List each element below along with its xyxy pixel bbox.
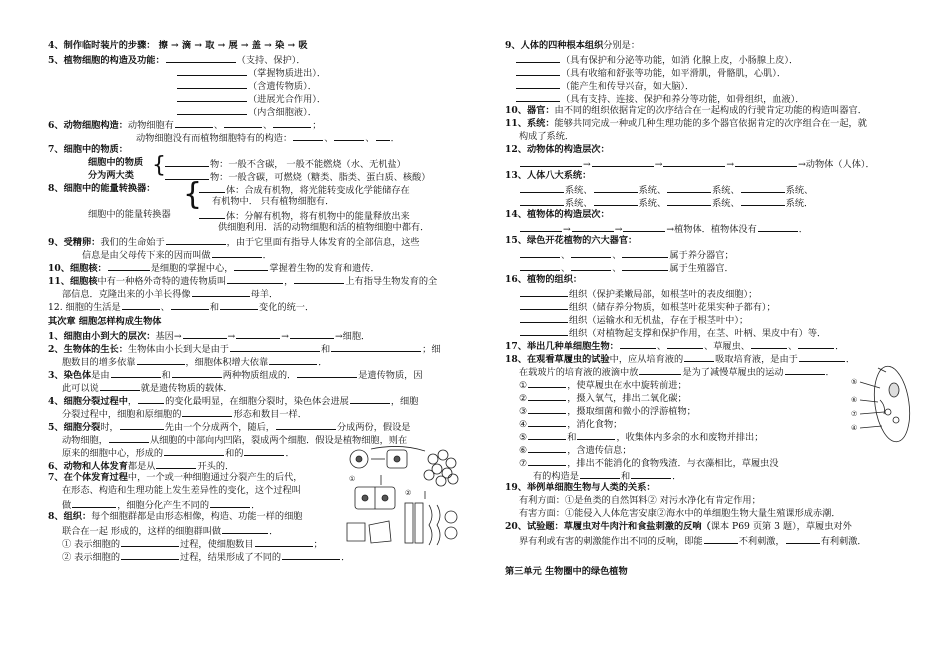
blank[interactable]: [122, 300, 160, 310]
blank[interactable]: [290, 329, 334, 339]
q7-line2: 物：一般含碳，可燃烧（糖类、脂类、蛋白质、核酸）: [164, 170, 431, 185]
c2-q8-line3: ① 表示细胞的 过程，使细胞数目 ；: [62, 539, 323, 550]
r-q18-l2: 在载玻片的培育液的液滴中放 是为了减慢草履虫的运动 ．: [519, 367, 835, 378]
blank[interactable]: [172, 368, 222, 378]
blank[interactable]: [735, 157, 797, 167]
blank[interactable]: [334, 131, 364, 141]
c2-q8-line2: 联合在一起 形成的，这样的细胞群叫做 ．: [62, 526, 279, 537]
c2-q8-line1: 8、组织：每个细胞群都是由形态相像，构造、功能一样的细胞: [48, 511, 303, 522]
c2-q7-line2: 在形态、构造和生理功能上发生差异性的变化，这个过程叫: [62, 485, 301, 496]
blank[interactable]: [667, 183, 711, 193]
r-q18-l3: 有的构造是 和 ．: [533, 471, 682, 482]
q8-line2: 有机物中． 只有植物细胞有．: [212, 196, 335, 207]
q6-line1: 6、动物细胞构造：动物细胞有 、 、 ；: [48, 120, 322, 131]
r-q18-l1: 18、在观看草履虫的试验中，应从培育液的 吸取培育液，是由于 ．: [505, 354, 856, 365]
r-q19: 19、举例单细胞生物与人类的关系：: [505, 482, 656, 493]
blank[interactable]: [269, 355, 317, 365]
q5-line4: （进展光合作用）．: [176, 92, 326, 107]
blank[interactable]: [528, 404, 566, 414]
c2-q7-line1: 7、在个体发育过程中，一个或一种细胞通过分裂产生的后代，: [48, 472, 303, 483]
q8-line1: 8、细胞中的能量转换器：: [48, 183, 156, 194]
q7-title: 7、细胞中的物质：: [48, 144, 128, 155]
q5-line1: 5、植物细胞的构造及功能： （支持、保护）．: [48, 55, 306, 66]
blank[interactable]: [350, 394, 390, 404]
chapter2-title: 其次章 细胞怎样构成生物体: [48, 316, 162, 327]
q9-line2: 信息是由父母传下来的因而叫做 ．: [82, 250, 272, 261]
q10: 10、细胞核： 是细胞的掌握中心， 掌握着生物的发育和遗传．: [48, 263, 380, 274]
blank[interactable]: [623, 222, 665, 232]
blank[interactable]: [639, 365, 681, 375]
blank[interactable]: [520, 183, 564, 193]
q7-label1: 细胞中的物质: [88, 157, 144, 168]
c2-q3-line2: 此可以说 就是遗传物质的载体．: [62, 383, 233, 394]
r-q9-l4: （具有支持、连接、保护和养分等功能，如骨组织，血液）．: [515, 92, 804, 107]
blank[interactable]: [177, 66, 247, 76]
blank[interactable]: [572, 222, 614, 232]
blank[interactable]: [177, 79, 247, 89]
blank[interactable]: [741, 196, 785, 206]
r-q18-i3: ③ ，摄取细菌和微小的浮游植物；: [519, 406, 696, 417]
blank[interactable]: [220, 300, 258, 310]
diagram-label-6: ⑥: [851, 396, 858, 404]
blank[interactable]: [294, 274, 344, 284]
blank[interactable]: [622, 261, 668, 271]
blank[interactable]: [786, 534, 820, 544]
r-q14-l1: → → →植物体．植物体没有 ．: [519, 222, 808, 237]
blank[interactable]: [516, 66, 560, 76]
blank[interactable]: [520, 313, 568, 323]
q6-line2: 动物细胞没有而植物细胞特有的构造： 、 、 ．: [136, 133, 400, 144]
blank[interactable]: [236, 329, 280, 339]
c2-q4-line1: 4、细胞分裂过程中， 的变化最明显，在细胞分裂时，染色体会进展 ，细胞: [48, 396, 419, 407]
blank[interactable]: [592, 157, 654, 167]
c2-q8-line4: ② 表示细胞的 过程，结果形成了不同的 ．: [62, 552, 351, 563]
r-q18-i6: ⑥ ，含遗传信息；: [519, 445, 632, 456]
blank[interactable]: [528, 443, 566, 453]
blank[interactable]: [516, 92, 560, 102]
q5-line5: （内含细胞液）．: [176, 105, 317, 120]
c2-q5-line3: 原来的细胞中心，形成的 和的 ．: [62, 448, 295, 459]
brace-icon: {: [152, 153, 166, 178]
blank[interactable]: [224, 118, 262, 128]
blank[interactable]: [177, 105, 247, 115]
blank[interactable]: [222, 524, 268, 534]
brace-icon: {: [183, 177, 203, 212]
blank[interactable]: [376, 131, 390, 141]
blank[interactable]: [520, 222, 562, 232]
blank[interactable]: [799, 352, 845, 362]
blank[interactable]: [109, 433, 149, 443]
blank[interactable]: [516, 79, 560, 89]
r-q18-i7: ⑦ ，排出不能消化的食物残渣．与衣藻相比，草履虫没: [519, 458, 779, 469]
r-q13-l2: 系统、 系统、 系统、 系统．: [519, 196, 813, 211]
r-q14: 14、植物体的构造层次：: [505, 209, 610, 220]
blank[interactable]: [528, 391, 566, 401]
blank[interactable]: [199, 183, 225, 193]
c2-q1: 1、细胞由小到大的层次：基因→ → → →细胞．: [48, 331, 371, 342]
r-q15-l2: 、 、 属于生殖器官．: [519, 261, 734, 276]
r-q19-l2: 有害方面：①能侵入人体危害安康②海水中的单细胞生物大量生殖课形成赤潮．: [519, 508, 841, 519]
c2-q6: 6、动物和人体发育都是从 开头的．: [48, 461, 235, 472]
r-q9-l2: （具有收缩和舒张等功能，如平滑肌，骨骼肌，心肌）．: [515, 66, 786, 81]
diagram-label-2: ②: [405, 489, 412, 497]
blank[interactable]: [192, 287, 250, 297]
blank[interactable]: [165, 157, 209, 167]
diagram-label-4: ④: [851, 424, 858, 432]
blank[interactable]: [175, 118, 213, 128]
blank[interactable]: [234, 261, 268, 271]
blank[interactable]: [516, 53, 560, 63]
blank[interactable]: [121, 550, 179, 560]
blank[interactable]: [120, 420, 164, 430]
r-q9-l1: （具有保护和分泌等功能，如消 化腺上皮，小肠腺上皮）．: [515, 53, 798, 68]
blank[interactable]: [667, 196, 711, 206]
blank[interactable]: [210, 498, 250, 508]
paramecium-icon: [850, 360, 920, 452]
r-q10: 10、器官：由不同的组织依据肯定的次序结合在一起构成的行驶肯定功能的构造叫器官．: [505, 105, 867, 116]
c2-q5-line2: 动物细胞， 从细胞的中部向内凹陷，裂成两个细胞．假设是植物细胞，则在: [62, 435, 408, 446]
blank[interactable]: [528, 456, 566, 466]
r-q13: 13、人体八大系统：: [505, 170, 592, 181]
blank[interactable]: [580, 469, 620, 479]
blank[interactable]: [751, 339, 787, 349]
blank[interactable]: [704, 534, 738, 544]
blank[interactable]: [528, 417, 566, 427]
r-q15: 15、绿色开花植物的六大器官：: [505, 235, 638, 246]
blank[interactable]: [577, 430, 615, 440]
r-q16-l2: 组织（储存养分物质，如根茎叶花果实种子都有）；: [519, 300, 776, 315]
blank[interactable]: [171, 300, 209, 310]
diagram-label-5: ⑤: [851, 378, 858, 386]
r-q9: 9、人体的四种根本组织分别是：: [505, 40, 641, 51]
blank[interactable]: [108, 261, 150, 271]
blank[interactable]: [571, 261, 611, 271]
blank[interactable]: [183, 329, 227, 339]
c2-q2-line2: 胞数目的增多依靠 ，细胞体积增大依靠 ．: [62, 357, 328, 368]
blank[interactable]: [166, 53, 236, 63]
blank[interactable]: [528, 378, 566, 388]
blank[interactable]: [166, 235, 226, 245]
blank[interactable]: [594, 196, 638, 206]
r-q12-l1: → → → →动物体（人体）．: [519, 157, 875, 172]
q11-line1: 11、细胞核中有一种格外奇特的遗传物质叫 ， 上有指导生物发育的全: [48, 276, 438, 287]
blank[interactable]: [111, 368, 161, 378]
cell-division-diagram: [345, 445, 465, 563]
r-q18-i5: ⑤ 和 ，收集体内多余的水和废物并排出；: [519, 432, 764, 443]
blank[interactable]: [571, 248, 611, 258]
blank[interactable]: [520, 261, 560, 271]
r-q18-i1: ① ，使草履虫在水中旋转前进；: [519, 380, 687, 391]
blank[interactable]: [620, 339, 656, 349]
q8-line4: 供细胞利用．活的动物细胞和活的植物细胞中都有．: [218, 222, 430, 233]
blank[interactable]: [227, 274, 283, 284]
r-q16-l3: 组织（运输水和无机盐，存在于根茎叶中）；: [519, 313, 748, 328]
blank[interactable]: [520, 287, 568, 297]
r-q18-i4: ④ ，消化食物；: [519, 419, 623, 430]
blank[interactable]: [520, 248, 560, 258]
blank[interactable]: [528, 430, 566, 440]
blank[interactable]: [100, 381, 140, 391]
blank[interactable]: [156, 459, 196, 469]
q7-label2: 分为两大类: [88, 170, 134, 181]
r-q13-l1: 系统、 系统、 系统、 系统、: [519, 183, 813, 198]
blank[interactable]: [758, 222, 798, 232]
blank[interactable]: [72, 498, 116, 508]
blank[interactable]: [199, 209, 225, 219]
q4-steps: 4、制作临时装片的步骤： 擦 → 滴 → 取 → 展 → 盖 → 染 → 吸: [48, 40, 308, 51]
q8-line3: 体：分解有机物，将有机物中的能量释放出来: [198, 209, 410, 224]
c2-q4-line2: 分裂过程中，细胞和原细胞的 形态和数目一样．: [62, 409, 307, 420]
blank[interactable]: [798, 339, 834, 349]
blank[interactable]: [331, 342, 421, 352]
q11-line2: 部信息．克隆出来的小羊长得像 母羊．: [62, 289, 279, 300]
blank[interactable]: [137, 355, 185, 365]
r-q20-l1: 20、试验题：草履虫对牛肉汁和食盐刺激的反响（课本 P69 页第 3 题），草履虫对外: [505, 521, 852, 532]
q8-label: 细胞中的能量转换器: [88, 209, 171, 220]
r-q16: 16、植物的组织：: [505, 274, 583, 285]
blank[interactable]: [741, 183, 785, 193]
blank[interactable]: [520, 157, 582, 167]
r-q17: 17、举出几种单细胞生物： 、 、草履虫、 、 ．: [505, 341, 845, 352]
blank[interactable]: [255, 537, 313, 547]
blank[interactable]: [182, 407, 232, 417]
c2-q3-line1: 3、染色体是由 和 两种物质组成的． 是遗传物质，因: [48, 370, 423, 381]
r-q9-l3: （能产生和传导兴奋，如大脑）．: [515, 79, 694, 94]
blank[interactable]: [520, 196, 564, 206]
diagram-label-1: ①: [349, 475, 356, 483]
c2-q2-line1: 2、生物体的生长：生物体由小长到大是由于 和 ；细: [48, 344, 441, 355]
blank[interactable]: [121, 537, 179, 547]
q9-line1: 9、受精卵：我们的生命始于 ，由于它里面有指导人体发育的全部信息，这些: [48, 237, 420, 248]
r-q16-l4: 组织（对植物起支撑和保护作用，在茎、叶柄、果皮中有）等．: [519, 326, 826, 341]
r-q11: 11、系统：能够共同完成一种或几种生理功能的多个器官依据肯定的次序组合在一起，就: [505, 118, 867, 129]
q7-line1: 物：一般不含碳， 一般不能燃烧（水、无机盐）: [164, 157, 406, 172]
blank[interactable]: [164, 446, 224, 456]
c2-q5-line1: 5、细胞分裂时， 先由一个分成两个，随后， 分成两份，假设是: [48, 422, 411, 433]
blank[interactable]: [667, 339, 703, 349]
blank[interactable]: [177, 92, 247, 102]
unit3-title: 第三单元 生物圈中的绿色植物: [505, 566, 628, 577]
r-q19-l1: 有利方面：①是鱼类的自然饵料② 对污水净化有肯定作用；: [519, 495, 761, 506]
q5-line2: （掌握物质进出）．: [176, 66, 326, 81]
tissue-icon: [424, 450, 458, 486]
nucleus-icon: [356, 456, 362, 462]
diagram-label-7: ⑦: [851, 410, 858, 418]
blank[interactable]: [293, 131, 323, 141]
blank[interactable]: [631, 469, 671, 479]
q5-line3: （含遗传物质）．: [176, 79, 317, 94]
blank[interactable]: [212, 248, 262, 258]
r-q20-l2: 界有利或有害的刺激能作出不同的反响，即能 不利刺激， 有利刺激．: [519, 536, 867, 547]
blank[interactable]: [138, 394, 164, 404]
r-q12: 12、动物体的构造层次：: [505, 144, 610, 155]
r-q15-l1: 、 、 属于养分器官；: [519, 248, 734, 263]
blank[interactable]: [622, 248, 668, 258]
blank[interactable]: [244, 446, 284, 456]
r-q11-l2: 构成了系统．: [519, 131, 575, 142]
r-q18-i2: ② ，摄入氧气，排出二氧化碳；: [519, 393, 687, 404]
r-q16-l1: 组织（保护柔嫩局部，如根茎叶的表皮细胞）；: [519, 287, 757, 302]
blank[interactable]: [276, 420, 336, 430]
blank[interactable]: [594, 183, 638, 193]
blank[interactable]: [520, 326, 568, 336]
q8-line1b: 体：合成有机物，将光能转变成化学能储存在: [198, 183, 410, 198]
q12: 12. 细胞的生活是 、 和 变化的统一．: [48, 302, 315, 313]
blank[interactable]: [297, 368, 357, 378]
blank[interactable]: [663, 157, 725, 167]
blank[interactable]: [520, 300, 568, 310]
blank[interactable]: [785, 365, 825, 375]
c2-q7-line3: 做 ，细胞分化产生不同的 ．: [62, 500, 261, 511]
blank[interactable]: [273, 118, 311, 128]
blank[interactable]: [684, 352, 714, 362]
blank[interactable]: [230, 342, 320, 352]
blank[interactable]: [282, 550, 340, 560]
